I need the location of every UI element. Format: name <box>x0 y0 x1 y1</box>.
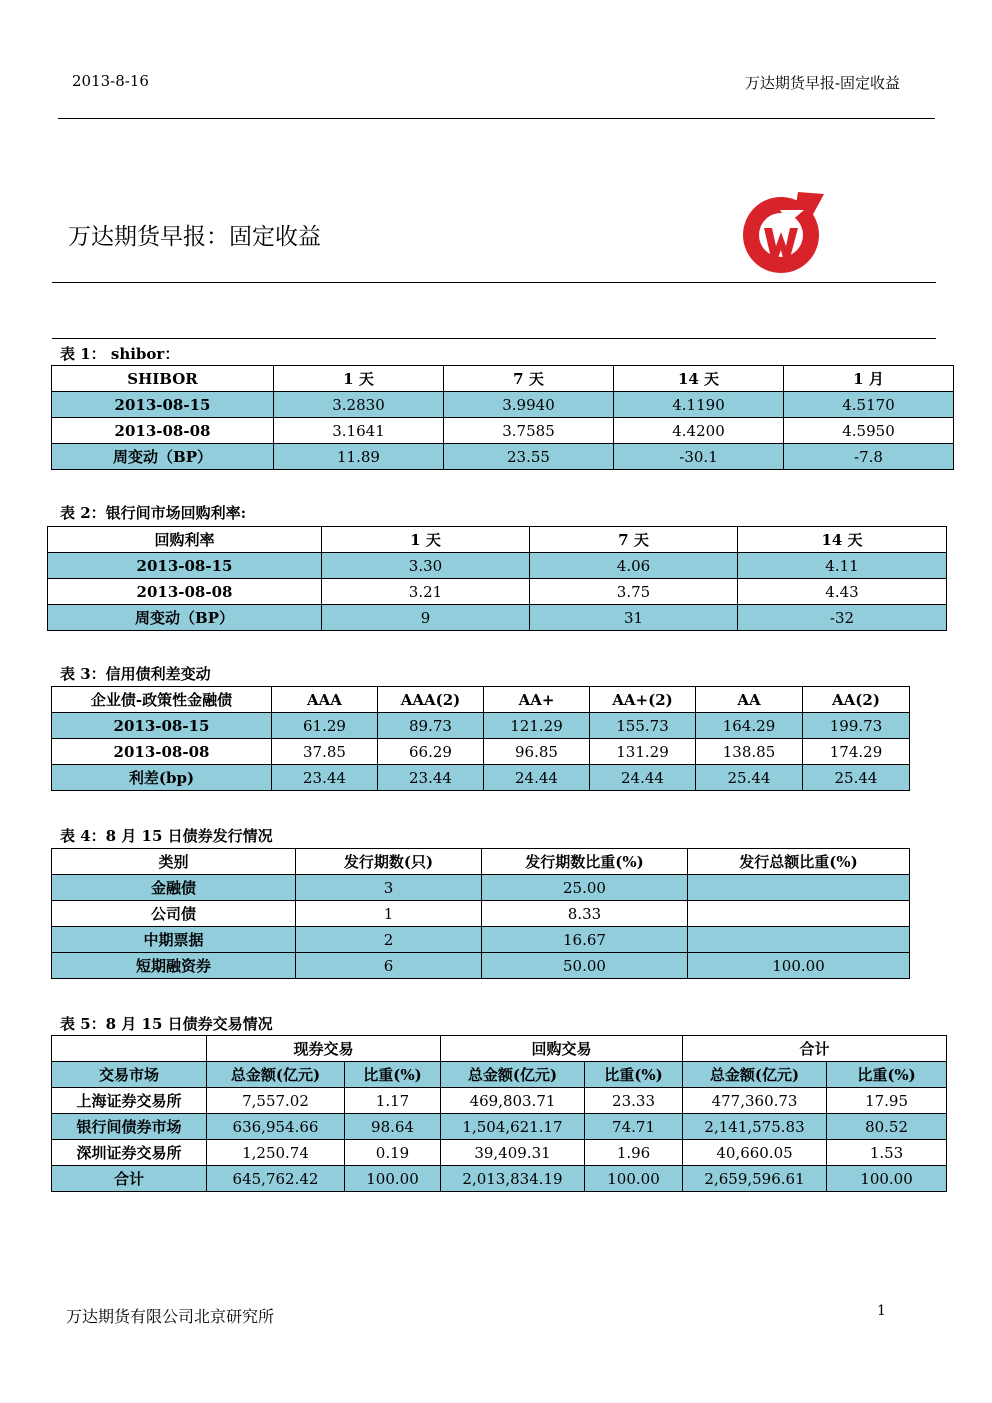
table-cell: 3.9940 <box>444 392 614 418</box>
table-cell: 199.73 <box>803 713 910 739</box>
table-row <box>52 739 910 765</box>
table-row <box>52 927 910 953</box>
table-cell: 17.95 <box>827 1088 947 1114</box>
table-row <box>52 1088 947 1114</box>
table-cell: 企业债-政策性金融债 <box>52 687 272 713</box>
table-cell: 比重(%) <box>827 1062 947 1088</box>
table-cell <box>688 875 910 901</box>
table-cell: 2013-08-08 <box>52 418 274 444</box>
section-rule <box>52 338 936 339</box>
table-cell: 1.17 <box>345 1088 441 1114</box>
table-cell: 1.53 <box>827 1140 947 1166</box>
table-cell: 短期融资券 <box>52 953 296 979</box>
table-cell: 100.00 <box>585 1166 683 1192</box>
table-cell <box>688 901 910 927</box>
group-header-repo: 回购交易 <box>441 1036 683 1062</box>
table-cell: 37.85 <box>272 739 378 765</box>
table-cell: 1,504,621.17 <box>441 1114 585 1140</box>
table-cell: 164.29 <box>696 713 803 739</box>
table-cell: 总金额(亿元) <box>207 1062 345 1088</box>
table-row <box>52 849 910 875</box>
table-cell: 3.1641 <box>274 418 444 444</box>
document-title: 万达期货早报：固定收益 <box>68 224 321 250</box>
group-header-total: 合计 <box>683 1036 947 1062</box>
table-cell: 24.44 <box>484 765 590 791</box>
table-cell: 2 <box>296 927 482 953</box>
bond-trading-table <box>51 1035 947 1192</box>
table-cell: 金融债 <box>52 875 296 901</box>
table-row <box>48 605 947 631</box>
table-cell: 中期票据 <box>52 927 296 953</box>
table4-caption: 表 4：8 月 15 日债券发行情况 <box>60 827 273 845</box>
table-cell: 3.2830 <box>274 392 444 418</box>
header-date: 2013-8-16 <box>72 72 149 90</box>
table-cell: 23.55 <box>444 444 614 470</box>
table-cell: 16.67 <box>482 927 688 953</box>
table-cell: 636,954.66 <box>207 1114 345 1140</box>
table-cell: 发行总额比重(%) <box>688 849 910 875</box>
table-cell: 总金额(亿元) <box>441 1062 585 1088</box>
table-cell: 14 天 <box>614 366 784 392</box>
table1-caption: 表 1： shibor： <box>60 345 180 363</box>
table-row <box>52 765 910 791</box>
repo-rate-table <box>47 526 947 631</box>
table-cell: 155.73 <box>590 713 696 739</box>
table-row <box>52 444 954 470</box>
table-row <box>52 875 910 901</box>
table-cell: 合计 <box>52 1166 207 1192</box>
table-row <box>52 392 954 418</box>
table-cell: 121.29 <box>484 713 590 739</box>
table-row <box>52 687 910 713</box>
table-cell: 40,660.05 <box>683 1140 827 1166</box>
table-cell: 4.11 <box>738 553 947 579</box>
table-cell: 回购利率 <box>48 527 322 553</box>
table-cell: -32 <box>738 605 947 631</box>
table-cell: 4.5950 <box>784 418 954 444</box>
table-row <box>52 1166 947 1192</box>
table-cell: 4.5170 <box>784 392 954 418</box>
table-cell: 100.00 <box>827 1166 947 1192</box>
table-cell: 1,250.74 <box>207 1140 345 1166</box>
table-cell: 总金额(亿元) <box>683 1062 827 1088</box>
table-cell: 645,762.42 <box>207 1166 345 1192</box>
table-cell: 7,557.02 <box>207 1088 345 1114</box>
group-header-spot: 现券交易 <box>207 1036 441 1062</box>
table-cell: 6 <box>296 953 482 979</box>
table-cell: 比重(%) <box>345 1062 441 1088</box>
table-row <box>52 953 910 979</box>
table3-caption: 表 3：信用债利差变动 <box>60 665 211 683</box>
table-cell: 80.52 <box>827 1114 947 1140</box>
shibor-table <box>51 365 954 470</box>
table-cell: 0.19 <box>345 1140 441 1166</box>
table-cell: 98.64 <box>345 1114 441 1140</box>
table-cell: 3.7585 <box>444 418 614 444</box>
table-cell: 100.00 <box>345 1166 441 1192</box>
table-cell: 交易市场 <box>52 1062 207 1088</box>
table-cell: 14 天 <box>738 527 947 553</box>
table-cell: 50.00 <box>482 953 688 979</box>
table-cell: 2013-08-15 <box>48 553 322 579</box>
table-cell <box>52 1036 207 1062</box>
table-cell: 24.44 <box>590 765 696 791</box>
title-rule <box>52 282 936 283</box>
table-cell: 25.00 <box>482 875 688 901</box>
header-title: 万达期货早报-固定收益 <box>744 74 900 92</box>
table5-caption: 表 5：8 月 15 日债券交易情况 <box>60 1015 273 1033</box>
table-cell: 2,659,596.61 <box>683 1166 827 1192</box>
table-cell: 9 <box>322 605 530 631</box>
table-cell: 31 <box>530 605 738 631</box>
table-cell: 138.85 <box>696 739 803 765</box>
table-cell: 2013-08-08 <box>48 579 322 605</box>
table-cell: -30.1 <box>614 444 784 470</box>
table-row <box>48 579 947 605</box>
table-cell: 2013-08-15 <box>52 392 274 418</box>
table-cell: 3.21 <box>322 579 530 605</box>
table-cell: 3.75 <box>530 579 738 605</box>
table-cell: 1.96 <box>585 1140 683 1166</box>
bond-issuance-table <box>51 848 910 979</box>
table-cell: 7 天 <box>444 366 614 392</box>
table-cell <box>688 927 910 953</box>
table-cell: 4.4200 <box>614 418 784 444</box>
table-cell: 发行期数比重(%) <box>482 849 688 875</box>
table-cell: 周变动（BP） <box>48 605 322 631</box>
table-cell: -7.8 <box>784 444 954 470</box>
table-cell: 周变动（BP） <box>52 444 274 470</box>
table-cell: AAA(2) <box>378 687 484 713</box>
wanda-logo-icon <box>740 190 826 276</box>
table-row <box>52 418 954 444</box>
table-row <box>48 553 947 579</box>
table-cell: 131.29 <box>590 739 696 765</box>
table-cell: 1 天 <box>322 527 530 553</box>
table-cell: 4.43 <box>738 579 947 605</box>
table-cell: 4.1190 <box>614 392 784 418</box>
table-cell: 比重(%) <box>585 1062 683 1088</box>
table-cell: 23.44 <box>378 765 484 791</box>
table-cell: 477,360.73 <box>683 1088 827 1114</box>
table-cell: 25.44 <box>696 765 803 791</box>
table-cell: 银行间债券市场 <box>52 1114 207 1140</box>
table-cell: 2,013,834.19 <box>441 1166 585 1192</box>
table-cell: 类别 <box>52 849 296 875</box>
table2-caption: 表 2：银行间市场回购利率: <box>60 504 247 522</box>
credit-spread-table <box>51 686 910 791</box>
table-cell: AA(2) <box>803 687 910 713</box>
table-cell: 公司债 <box>52 901 296 927</box>
table-cell: 74.71 <box>585 1114 683 1140</box>
table-cell: 1 天 <box>274 366 444 392</box>
header-rule <box>58 118 935 119</box>
table-cell: AA+(2) <box>590 687 696 713</box>
table-cell: 96.85 <box>484 739 590 765</box>
table-cell: 25.44 <box>803 765 910 791</box>
table-row <box>52 1036 947 1062</box>
table-cell: 深圳证券交易所 <box>52 1140 207 1166</box>
table-cell: 174.29 <box>803 739 910 765</box>
table-cell: 1 月 <box>784 366 954 392</box>
table-cell: 3 <box>296 875 482 901</box>
table-cell: 1 <box>296 901 482 927</box>
table-row <box>52 1062 947 1088</box>
table-cell: 89.73 <box>378 713 484 739</box>
table-row <box>52 901 910 927</box>
table-cell: SHIBOR <box>52 366 274 392</box>
table-cell: 23.44 <box>272 765 378 791</box>
table-cell: 利差(bp) <box>52 765 272 791</box>
table-row <box>52 366 954 392</box>
table-cell: 发行期数(只) <box>296 849 482 875</box>
table-cell: 7 天 <box>530 527 738 553</box>
table-row <box>52 1114 947 1140</box>
table-row <box>48 527 947 553</box>
table-cell: 8.33 <box>482 901 688 927</box>
table-cell: 11.89 <box>274 444 444 470</box>
table-cell: 66.29 <box>378 739 484 765</box>
table-cell: AA <box>696 687 803 713</box>
table-cell: AAA <box>272 687 378 713</box>
table-cell: 2,141,575.83 <box>683 1114 827 1140</box>
table-cell: 469,803.71 <box>441 1088 585 1114</box>
table-row <box>52 1140 947 1166</box>
table-cell: AA+ <box>484 687 590 713</box>
table-cell: 61.29 <box>272 713 378 739</box>
table-cell: 2013-08-08 <box>52 739 272 765</box>
table-cell: 2013-08-15 <box>52 713 272 739</box>
footer-org: 万达期货有限公司北京研究所 <box>66 1307 275 1326</box>
table-cell: 4.06 <box>530 553 738 579</box>
table-cell: 3.30 <box>322 553 530 579</box>
table-cell: 23.33 <box>585 1088 683 1114</box>
page-number: 1 <box>877 1303 886 1319</box>
table-cell: 上海证券交易所 <box>52 1088 207 1114</box>
table-row <box>52 713 910 739</box>
table-cell: 100.00 <box>688 953 910 979</box>
table-cell: 39,409.31 <box>441 1140 585 1166</box>
